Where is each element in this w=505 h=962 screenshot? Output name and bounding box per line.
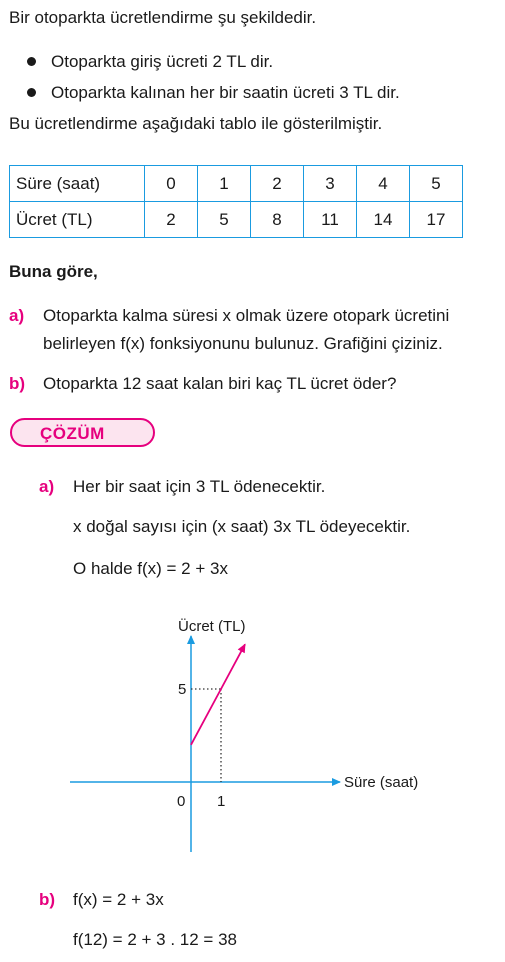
table-cell: 3 [304,166,357,202]
fee-graph [60,610,430,860]
solution-badge [10,418,155,447]
table-row-header: Süre (saat) [10,166,145,202]
bullet-item: Otoparkta kalınan her bir saatin ücreti 3 TL dir. [51,83,400,102]
bullet-item: Otoparkta giriş ücreti 2 TL dir. [51,52,274,71]
table-cell: 1 [198,166,251,202]
y-axis-label: Ücret (TL) [178,618,246,635]
table-cell: 2 [251,166,304,202]
x-tick-label: 0 [177,793,186,810]
table-cell: 17 [410,202,463,238]
table-cell: 4 [357,166,410,202]
bullet-icon [27,57,36,66]
x-axis-label: Süre (saat) [344,774,419,791]
solution-b-line: f(x) = 2 + 3x [73,890,164,909]
table-cell: 5 [198,202,251,238]
x-tick-label: 1 [217,793,226,810]
bullet-icon [27,88,36,97]
solution-badge-label: ÇÖZÜM [40,424,105,443]
solution-b-line: f(12) = 2 + 3 . 12 = 38 [73,930,237,949]
solution-a-line: Her bir saat için 3 TL ödenecektir. [73,477,326,496]
question-a-line: belirleyen f(x) fonksiyonunu bulunuz. Grafiğini çiziniz. [43,334,443,353]
table-cell: 8 [251,202,304,238]
table-row [10,166,463,202]
question-b-line: Otoparkta 12 saat kalan biri kaç TL ücret öder? [43,374,397,393]
question-a-line: Otoparkta kalma süresi x olmak üzere otopark ücretini [43,306,450,325]
table-row-header: Ücret (TL) [10,202,145,238]
series-line [191,644,245,744]
table-row [10,202,463,238]
question-a-marker: a) [9,306,25,325]
question-lead: Buna göre, [9,262,98,281]
solution-a-line: x doğal sayısı için (x saat) 3x TL ödeyecektir. [73,517,411,536]
table-cell: 14 [357,202,410,238]
question-b-marker: b) [9,374,26,393]
table-cell: 2 [145,202,198,238]
solution-a-marker: a) [39,477,55,496]
table-cell: 0 [145,166,198,202]
solution-b-marker: b) [39,890,56,909]
solution-a-line: O halde f(x) = 2 + 3x [73,559,228,578]
table-cell: 11 [304,202,357,238]
y-tick-label: 5 [178,681,187,698]
fee-table [9,165,463,238]
table-cell: 5 [410,166,463,202]
table-intro-text: Bu ücretlendirme aşağıdaki tablo ile gösterilmiştir. [9,114,383,133]
intro-text: Bir otoparkta ücretlendirme şu şekildedir. [9,8,317,27]
